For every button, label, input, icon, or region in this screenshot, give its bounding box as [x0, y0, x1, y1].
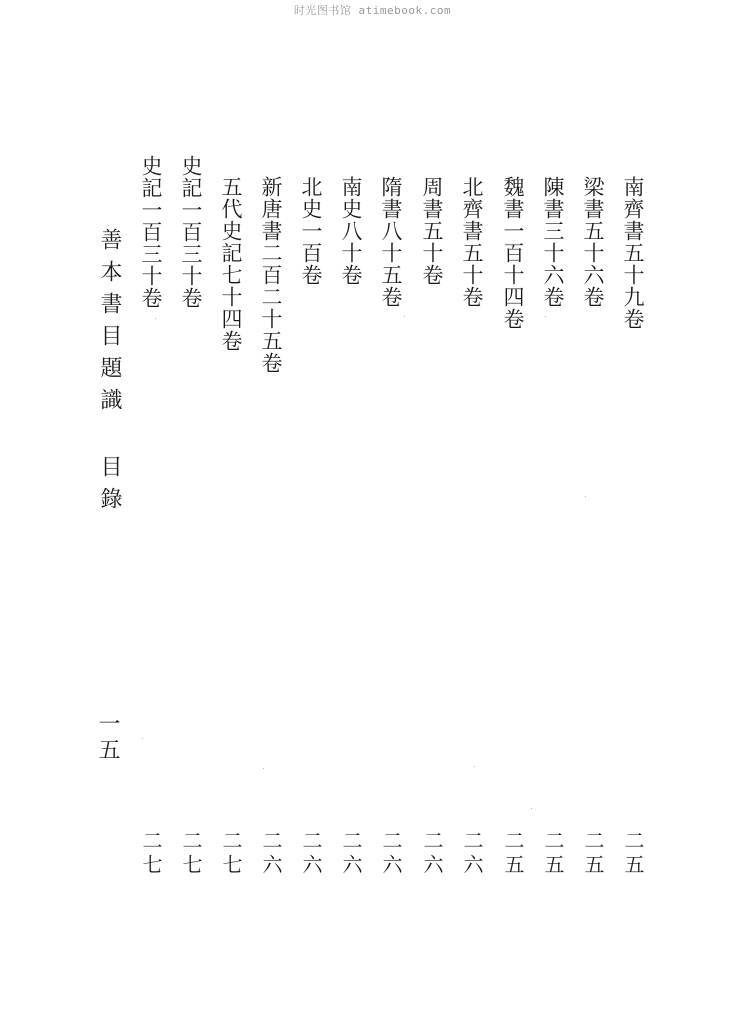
scan-speck — [142, 738, 143, 739]
entry-page-number: 二六 — [259, 830, 283, 878]
entry-page-number: 二六 — [379, 830, 403, 878]
entry-page-number: 二七 — [179, 830, 203, 878]
entry-title: 周書五十卷 — [420, 176, 444, 286]
entry-title: 新唐書二百二十五卷 — [259, 176, 283, 374]
entry-page-number: 二七 — [219, 830, 243, 878]
entry-page-number: 二六 — [460, 830, 484, 878]
entry-page-number: 二五 — [621, 830, 645, 878]
entry-page-number: 二五 — [541, 830, 565, 878]
entry-title: 史記一百三十卷 — [139, 155, 163, 309]
entry-title: 南齊書五十九卷 — [621, 176, 645, 330]
folio-page-number: 一五 — [95, 712, 120, 764]
entry-title: 南史八十卷 — [339, 176, 363, 286]
scan-speck — [404, 316, 405, 317]
entry-title: 北史一百卷 — [299, 176, 323, 286]
entry-page-number: 二五 — [501, 830, 525, 878]
watermark: 时光图书馆 atimebook.com — [293, 4, 452, 17]
scan-speck — [155, 318, 156, 319]
entry-title: 五代史記七十四卷 — [219, 176, 243, 352]
scan-speck — [585, 496, 586, 497]
entry-page-number: 二七 — [139, 830, 163, 878]
entry-page-number: 二六 — [420, 830, 444, 878]
scan-speck — [263, 768, 264, 769]
entry-title: 隋書八十五卷 — [379, 176, 403, 308]
scan-speck — [545, 316, 546, 317]
entry-title: 梁書五十六卷 — [581, 176, 605, 308]
running-head: 善本書目題識 目錄 — [97, 228, 122, 519]
entry-title: 史記一百三十卷 — [179, 155, 203, 309]
entry-title: 魏書一百十四卷 — [501, 176, 525, 330]
entry-title: 北齊書五十卷 — [460, 176, 484, 308]
entry-title: 陳書三十六卷 — [541, 176, 565, 308]
entry-page-number: 二六 — [339, 830, 363, 878]
entry-page-number: 二五 — [581, 830, 605, 878]
scan-speck — [531, 808, 532, 809]
scan-speck — [474, 766, 475, 767]
entry-page-number: 二六 — [299, 830, 323, 878]
